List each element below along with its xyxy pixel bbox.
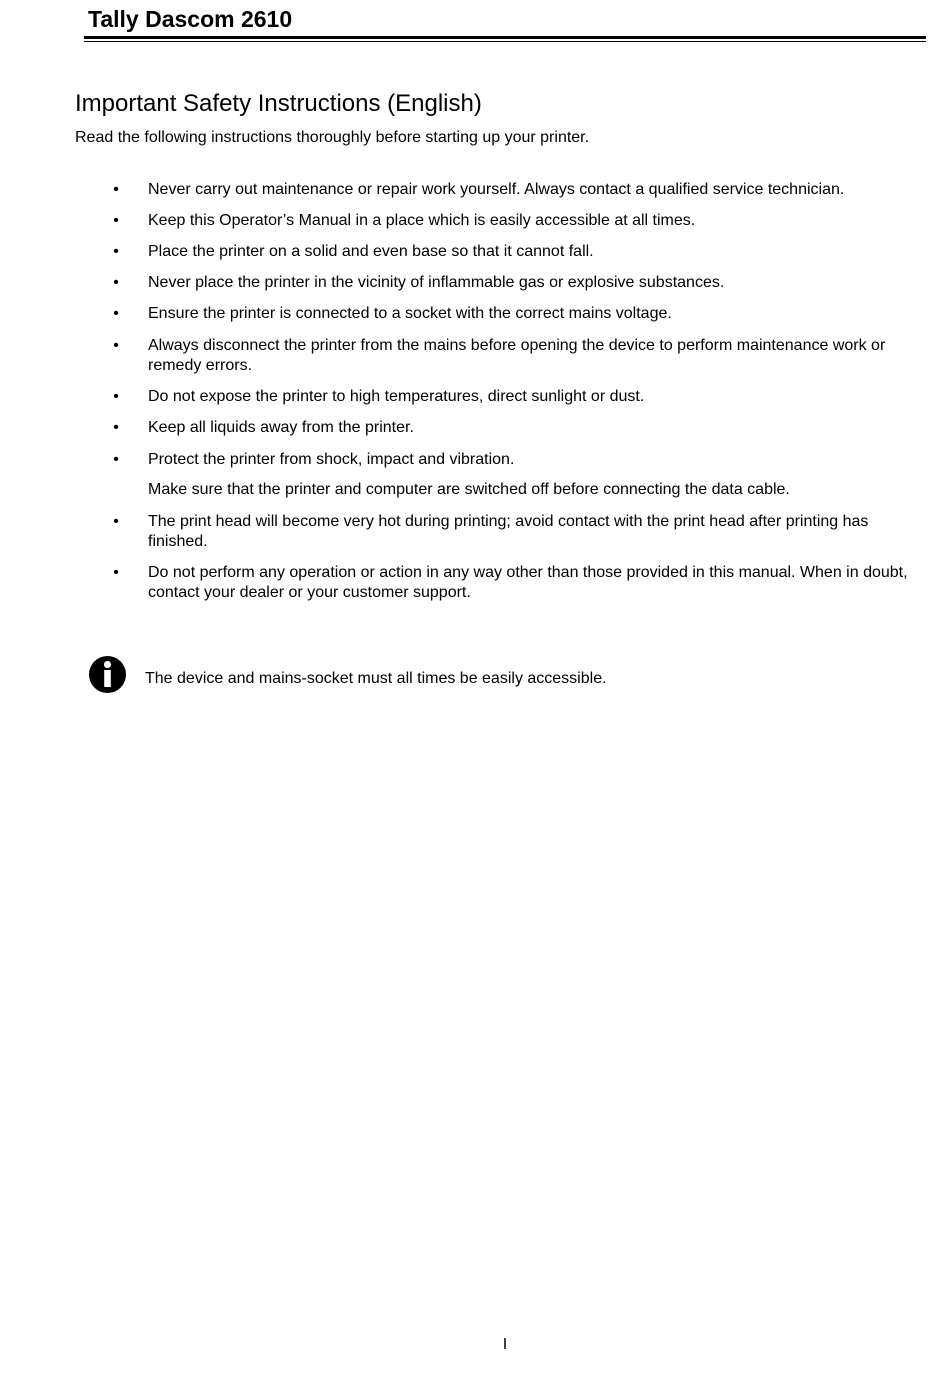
bullet-mark: • [113,274,119,291]
header-rule-thick [84,36,926,39]
document-header-title: Tally Dascom 2610 [88,6,293,32]
list-item-text: Ensure the printer is connected to a socket with the correct mains voltage. [148,305,672,322]
list-item-text: The print head will become very hot during printing; avoid contact with the print head after printing has finished. [148,513,869,550]
list-item-text: Protect the printer from shock, impact and vibration. [148,451,515,468]
bullet-mark: • [113,564,119,581]
intro-paragraph: Read the following instructions thoroughly before starting up your printer. [75,129,590,146]
list-item-text: Place the printer on a solid and even base so that it cannot fall. [148,243,594,260]
header-rule-thin [84,41,926,42]
bullet-mark: • [113,305,119,322]
list-item-text: Keep this Operator’s Manual in a place which is easily accessible at all times. [148,212,696,229]
bullet-mark: • [113,337,119,354]
list-item-text: Make sure that the printer and computer are switched off before connecting the data cable. [148,481,790,498]
list-item-text: Always disconnect the printer from the mains before opening the device to perform maintenance work or remedy errors. [148,337,886,374]
bullet-mark: • [113,419,119,436]
list-item-text: Do not expose the printer to high temperatures, direct sunlight or dust. [148,388,645,405]
bullet-mark: • [113,212,119,229]
list-item-text: Keep all liquids away from the printer. [148,419,414,436]
bullet-mark: • [113,513,119,530]
info-icon [89,656,126,693]
bullet-mark: • [113,181,119,198]
section-title: Important Safety Instructions (English) [75,90,482,117]
info-note-text: The device and mains-socket must all times be easily accessible. [145,670,607,687]
page-number: I [502,1336,508,1353]
list-item-text: Never place the printer in the vicinity of inflammable gas or explosive substances. [148,274,725,291]
list-item-text: Do not perform any operation or action in any way other than those provided in this manual. When in doubt, contact your dealer or your customer support. [148,564,908,601]
bullet-mark: • [113,388,119,405]
bullet-mark: • [113,243,119,260]
bullet-mark: • [113,451,119,468]
list-item-text: Never carry out maintenance or repair work yourself. Always contact a qualified service technician. [148,181,845,198]
